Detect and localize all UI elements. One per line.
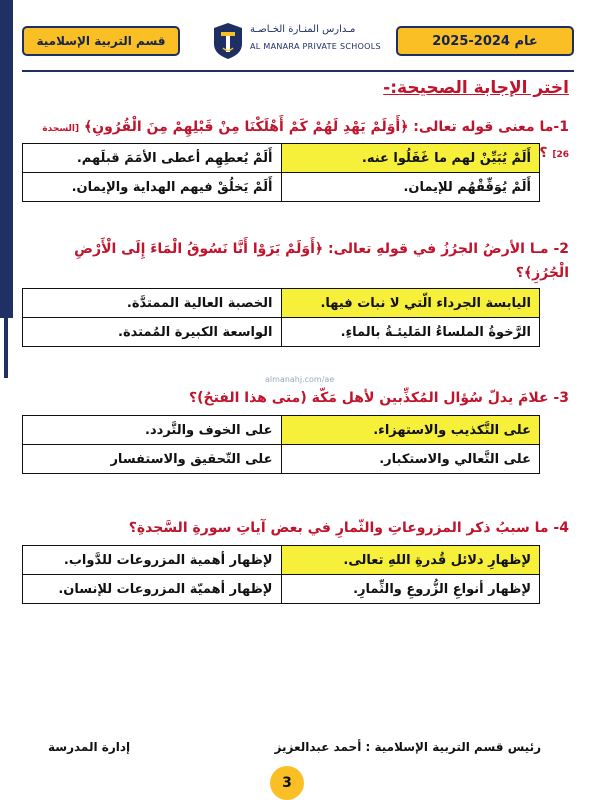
q1-option-b[interactable]: أَلَمْ يُعطِهِم أعطى الأمَمَ قبلَهم. bbox=[23, 144, 282, 173]
q3-option-d[interactable]: على التّحقيق والاستفسار bbox=[23, 445, 282, 474]
q1-option-a[interactable]: أَلَمْ يُبَيِّنْ لهم ما غَفَلُوا عنه. bbox=[281, 144, 540, 173]
page-number-badge: 3 bbox=[270, 766, 304, 800]
department-head-signature: رئيس قسم التربية الإسلامية : أحمد عبدالعزيز bbox=[274, 740, 541, 754]
page-header bbox=[22, 20, 574, 64]
question-4-options bbox=[22, 545, 540, 604]
q4-option-b[interactable]: لإظهار أهمية المزروعات للدَّواب. bbox=[23, 546, 282, 575]
left-accent-bar bbox=[0, 0, 13, 318]
question-1-ref: [السجدة 26] bbox=[42, 124, 569, 160]
department-badge: قسم التربية الإسلامية bbox=[22, 26, 180, 56]
q4-option-c[interactable]: لإظهار أنواعِ الزُّروعِ والثِّمارِ. bbox=[281, 575, 540, 604]
question-1-tail: ؟ bbox=[539, 145, 553, 161]
school-name-english: AL MANARA PRIVATE SCHOOLS bbox=[250, 42, 381, 51]
school-name-arabic: مـدارس المنـارة الخـاصـة bbox=[250, 24, 356, 35]
question-2: 2- مـا الأرضُ الجرُزُ في قولهِ تعالى: ﴿أَوَلَمْ يَرَوْا أَنَّا نَسُوقُ الْمَاءَ إِلَى الْأَرْضِ الْجُرُزِ﴾؟ bbox=[74, 241, 569, 281]
q4-option-a[interactable]: لإظهارِ دلائل قُدرةِ اللهِ تعالى. bbox=[281, 546, 540, 575]
q1-option-d[interactable]: أَلَمْ يَخلُقْ فيهم الهداية والإيمان. bbox=[23, 173, 282, 202]
header-divider bbox=[22, 70, 574, 72]
question-4: 4- ما سببُ ذكر المزروعاتِ والثّمارِ في بعض آياتِ سورةِ السَّجدةِ؟ bbox=[128, 520, 569, 536]
school-logo bbox=[212, 20, 402, 64]
q2-option-b[interactable]: الخصبة العالية الممتدَّة. bbox=[23, 289, 282, 318]
q3-option-a[interactable]: على التَّكذيب والاستهزاء. bbox=[281, 416, 540, 445]
question-3-options bbox=[22, 415, 540, 474]
question-1-text: 1-ما معنى قوله تعالى: ﴿أَوَلَمْ يَهْدِ لَهُمْ كَمْ أَهْلَكْنَا مِنْ قَبْلِهِمْ مِنَ الْقُرُونِ﴾ bbox=[83, 119, 569, 135]
q3-option-b[interactable]: على الخوف والتَّردد. bbox=[23, 416, 282, 445]
watermark-text: almanahj.com/ae bbox=[265, 375, 335, 384]
left-accent-bar-lower bbox=[4, 318, 8, 378]
q1-option-c[interactable]: أَلَمْ يُوَفِّقْهُم للإيمان. bbox=[281, 173, 540, 202]
school-administration-label: إدارة المدرسة bbox=[48, 740, 131, 754]
q2-option-c[interactable]: الرَّخوةُ الملساءُ المَليئـةُ بالماءِ. bbox=[281, 318, 540, 347]
q4-option-d[interactable]: لإظهار أهميّة المزروعات للإنسان. bbox=[23, 575, 282, 604]
year-badge: عام 2024-2025 bbox=[396, 26, 574, 56]
question-2-options bbox=[22, 288, 540, 347]
q3-option-c[interactable]: على التَّعالي والاستكبار. bbox=[281, 445, 540, 474]
q2-option-a[interactable]: اليابسة الجرداء الّتي لا نبات فيها. bbox=[281, 289, 540, 318]
question-3: 3- علامَ يدلّ سُؤال المُكذِّبين لأهل مَكّة (متى هذا الفتحُ)؟ bbox=[188, 390, 569, 406]
page-title: اختر الإجابة الصحيحة:- bbox=[383, 78, 569, 98]
question-1-options bbox=[22, 143, 540, 202]
q2-option-d[interactable]: الواسعة الكبيرة المُمتدة. bbox=[23, 318, 282, 347]
school-crest-icon bbox=[212, 22, 244, 60]
